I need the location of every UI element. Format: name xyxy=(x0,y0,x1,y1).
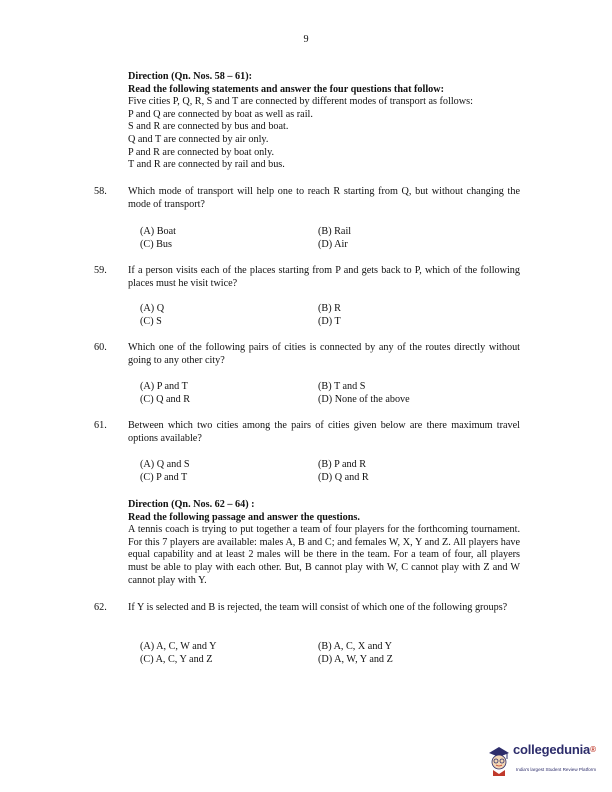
options-59 xyxy=(140,303,480,328)
option-c[interactable]: (C) S xyxy=(140,315,162,327)
option-d[interactable]: (D) T xyxy=(318,315,341,327)
direction-instruction: Read the following passage and answer the questions. xyxy=(128,511,360,523)
option-d[interactable]: (D) Air xyxy=(318,238,348,250)
question-number: 61. xyxy=(94,420,107,431)
options-58 xyxy=(140,226,480,251)
logo-tagline: India's largest Student Review Platform xyxy=(516,767,597,772)
option-b[interactable]: (B) T and S xyxy=(318,381,366,392)
passage-text: A tennis coach is trying to put together a team of four players for the forthcoming tournament. For this 7 players are available: males A, B and C; and females W, X, Y and Z. All players have equal capability and at least 2 males will be there in the team. For a team of four, all players must be able to play with each other. But, B cannot play with W, C cannot play with Z and W cannot play with Y. xyxy=(128,524,520,586)
options-61 xyxy=(140,459,480,484)
question-text: Which mode of transport will help one to reach R starting from Q, but without changing the mode of transport? xyxy=(128,186,520,210)
option-a[interactable]: (A) Q and S xyxy=(140,459,190,470)
options-60 xyxy=(140,381,480,406)
page-number: 9 xyxy=(303,34,309,45)
statement-line: T and R are connected by rail and bus. xyxy=(128,159,285,171)
question-text: Which one of the following pairs of cities is connected by any of the routes directly without going to any other city? xyxy=(128,342,520,366)
direction-heading: Direction (Qn. Nos. 58 – 61): xyxy=(128,71,253,82)
statement-line: Q and T are connected by air only. xyxy=(128,133,269,145)
option-d[interactable]: (D) A, W, Y and Z xyxy=(318,653,393,665)
question-text: Between which two cities among the pairs of cities given below are there maximum travel options available? xyxy=(128,420,520,444)
direction-heading: Direction (Qn. Nos. 62 – 64) : xyxy=(128,499,255,510)
logo-name: collegedunia xyxy=(513,742,591,757)
option-b[interactable]: (B) Rail xyxy=(318,226,352,237)
question-62 xyxy=(94,602,520,615)
question-text: If a person visits each of the places starting from P and gets back to P, which of the following places must he visit twice? xyxy=(128,265,520,289)
option-a[interactable]: (A) Q xyxy=(140,303,165,314)
mascot-icon xyxy=(485,740,513,776)
statement-line: S and R are connected by bus and boat. xyxy=(128,121,289,133)
direction-block-62-64 xyxy=(128,499,520,587)
option-b[interactable]: (B) P and R xyxy=(318,459,367,470)
question-number: 62. xyxy=(94,602,107,613)
statement-line: P and R are connected by boat only. xyxy=(128,146,275,158)
statement-line: P and Q are connected by boat as well as rail. xyxy=(128,108,313,120)
option-d[interactable]: (D) None of the above xyxy=(318,393,410,405)
direction-instruction: Read the following statements and answer the four questions that follow: xyxy=(128,83,445,95)
question-59 xyxy=(94,265,520,290)
option-d[interactable]: (D) Q and R xyxy=(318,471,369,483)
question-number: 59. xyxy=(94,265,107,276)
direction-block-58-61 xyxy=(128,71,520,172)
options-62 xyxy=(140,641,480,666)
option-a[interactable]: (A) Boat xyxy=(140,226,176,237)
question-number: 58. xyxy=(94,186,107,197)
collegedunia-logo[interactable] xyxy=(485,740,595,780)
statement-line: Five cities P, Q, R, S and T are connected by different modes of transport as follows: xyxy=(128,96,473,108)
option-c[interactable]: (C) P and T xyxy=(140,471,188,483)
option-c[interactable]: (C) Bus xyxy=(140,238,172,250)
logo-registered-mark: ® xyxy=(590,745,596,754)
question-number: 60. xyxy=(94,342,107,353)
option-b[interactable]: (B) R xyxy=(318,303,341,314)
question-58 xyxy=(94,186,520,211)
option-c[interactable]: (C) Q and R xyxy=(140,393,191,405)
option-b[interactable]: (B) A, C, X and Y xyxy=(318,641,393,652)
option-a[interactable]: (A) P and T xyxy=(140,381,188,392)
option-c[interactable]: (C) A, C, Y and Z xyxy=(140,653,213,665)
question-60 xyxy=(94,342,520,367)
question-text: If Y is selected and B is rejected, the team will consist of which one of the following groups? xyxy=(128,602,508,613)
option-a[interactable]: (A) A, C, W and Y xyxy=(140,641,217,652)
question-61 xyxy=(94,420,520,445)
